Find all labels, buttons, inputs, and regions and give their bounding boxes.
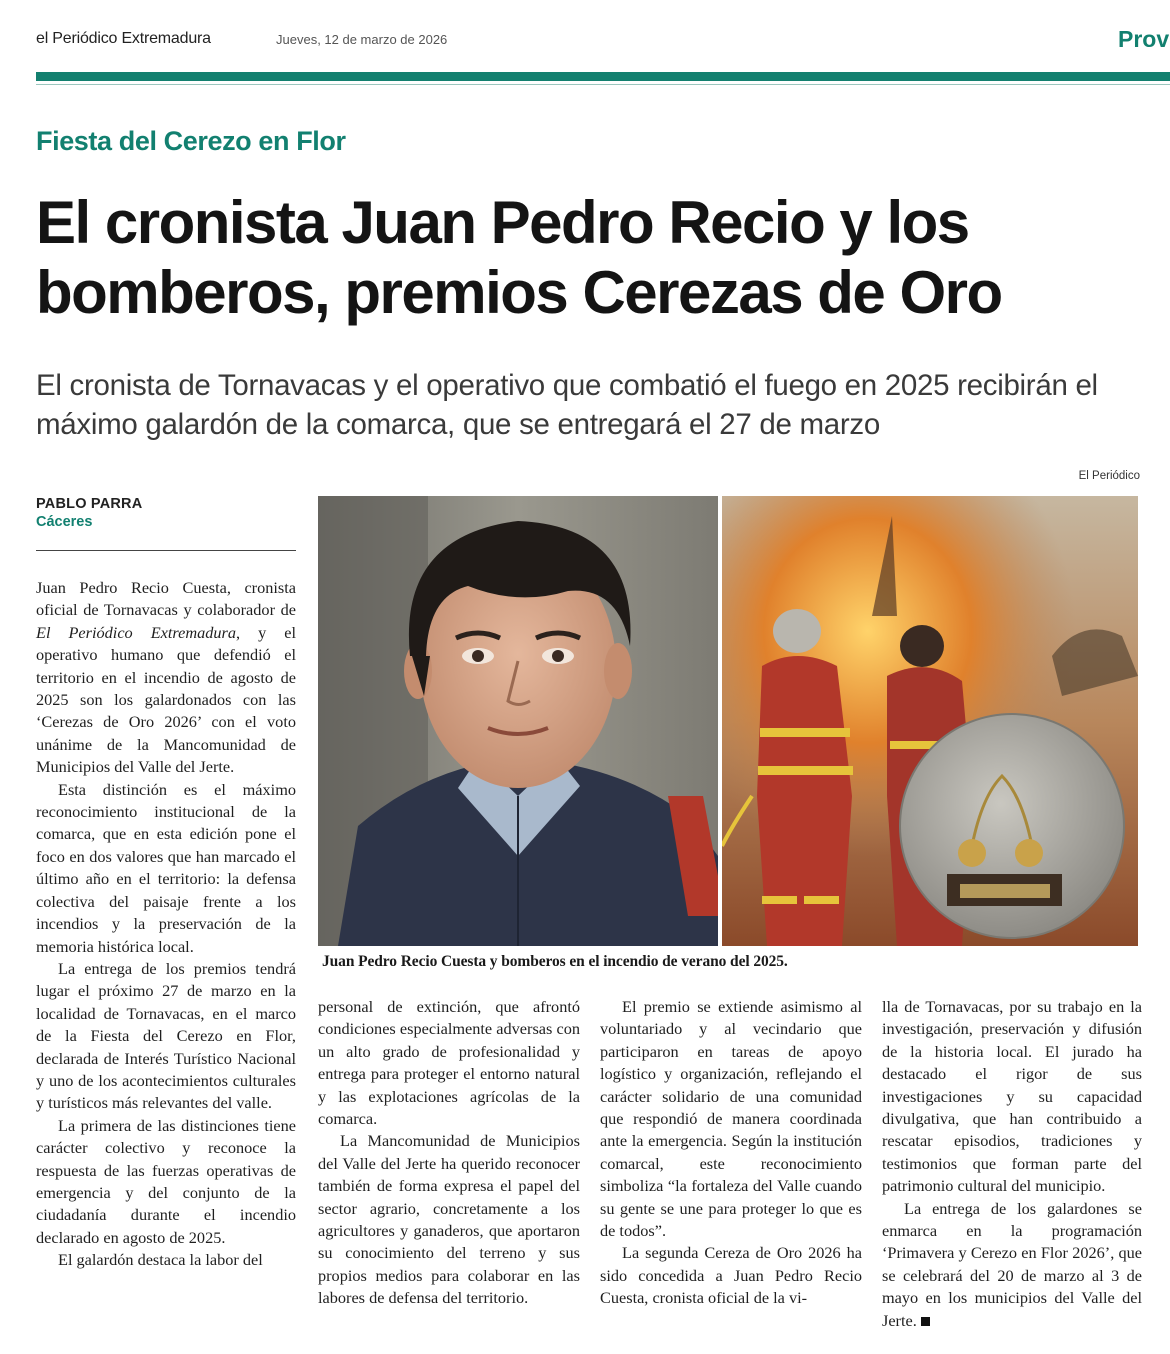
body-text: Juan Pedro Recio Cuesta, cronista oficial de Tornavacas y colaborador de [36,578,296,620]
portrait-illustration [318,496,718,946]
subheadline: El cronista de Tornavacas y el operativo que combatió el fuego en 2025 recibirán el máximo galardón de la comarca, que se entregará el 27 de marzo [36,369,1098,441]
body-text: La entrega de los galardones se enmarca en la programación ‘Primavera y Cerezo en Flor 2026’, que se celebrará del 20 de marzo al 3 de mayo en los municipios del Valle del Jerte. [882,1198,1142,1330]
dateline-location: Cáceres [36,514,93,530]
newspaper-name[interactable]: el Periódico Extremadura [36,30,211,47]
body-paragraph: personal de extinción, que afrontó condiciones especialmente adversas con un alto grado de profesionalidad y entrega para proteger el entorno natural y las explotaciones agrícolas de la comarca. [318,997,580,1129]
body-column-1 [36,577,296,1272]
photo-credit: El Periódico [1078,470,1140,482]
end-of-article-mark [921,1317,930,1326]
issue-date: Jueves, 12 de marzo de 2026 [276,32,448,47]
byline-divider [36,550,296,551]
body-paragraph [36,577,296,779]
firefighters-illustration [722,496,1138,946]
body-paragraph: lla de Tornavacas, por su trabajo en la investigación, preservación y difusión de la historia local. El jurado ha destacado el rigor de sus investigaciones y su capacidad divulgativa, que han contribuido a rescatar episodios, tradiciones y testimonios que forman parte del patrimonio cultural del municipio. [882,997,1142,1196]
author-name: PABLO PARRA [36,496,143,512]
firefighters-photo [722,496,1138,946]
body-column-4 [882,996,1142,1332]
body-paragraph: El galardón destaca la labor del [58,1250,263,1270]
body-column-2 [318,996,580,1310]
portrait-photo [318,496,718,946]
masthead-rule [36,72,1170,81]
body-paragraph: Esta distinción es el máximo reconocimiento institucional de la comarca, que en esta edición pone el foco en dos valores que han marcado el último año en el territorio: la defensa colectiva del paisaje frente a los incendios y la preservación de la memoria histórica local. [36,779,296,956]
masthead-rule-thin [36,84,1170,85]
body-column-3 [600,996,862,1310]
body-text: , y el operativo humano que defendió el territorio en el incendio de agosto de 2025 son los galardonados con las ‘Cerezas de Oro 2026’ con el voto unánime de la Mancomunidad de Municipios del Valle del Jerte. [36,622,296,777]
headline: El cronista Juan Pedro Recio y los bomberos, premios Cerezas de Oro [36,189,1002,326]
byline [36,496,296,530]
body-paragraph [882,1198,1142,1332]
section-label[interactable]: Prov [1118,26,1170,52]
body-paragraph: La Mancomunidad de Municipios del Valle del Jerte ha querido reconocer también de forma expresa el papel del sector agrario, concretamente a los agricultores y ganaderos, que aportaron su conocimiento del terreno y sus propios medios para colaborar en las labores de defensa del territorio. [318,1131,580,1308]
body-paragraph: La primera de las distinciones tiene carácter colectivo y reconoce la respuesta de las fuerzas operativas de emergencia y del conjunto de la ciudadanía durante el incendio declarado en agosto de 2025. [36,1115,296,1247]
kicker: Fiesta del Cerezo en Flor [36,126,346,156]
body-paragraph: La entrega de los premios tendrá lugar el próximo 27 de marzo en la localidad de Tornavacas, en el marco de la Fiesta del Cerezo en Flor, declarada de Interés Turístico Nacional y uno de los acontecimientos culturales y turísticos más relevantes del valle. [36,958,296,1113]
body-paragraph: La segunda Cereza de Oro 2026 ha sido concedida a Juan Pedro Recio Cuesta, cronista oficial de la vi- [600,1243,862,1308]
publication-name: El Periódico Extremadura [36,622,237,642]
masthead [0,0,1170,90]
photo-caption: Juan Pedro Recio Cuesta y bomberos en el incendio de verano del 2025. [322,953,788,970]
body-paragraph: El premio se extiende asimismo al voluntariado y al vecindario que participaron en tareas de apoyo logístico y organización, reflejando el carácter solidario de una comunidad que respondió de manera coordinada ante la emergencia. Según la institución comarcal, este reconocimiento simboliza “la fortaleza del Valle cuando su gente se une para proteger lo que es de todos”. [600,997,862,1241]
